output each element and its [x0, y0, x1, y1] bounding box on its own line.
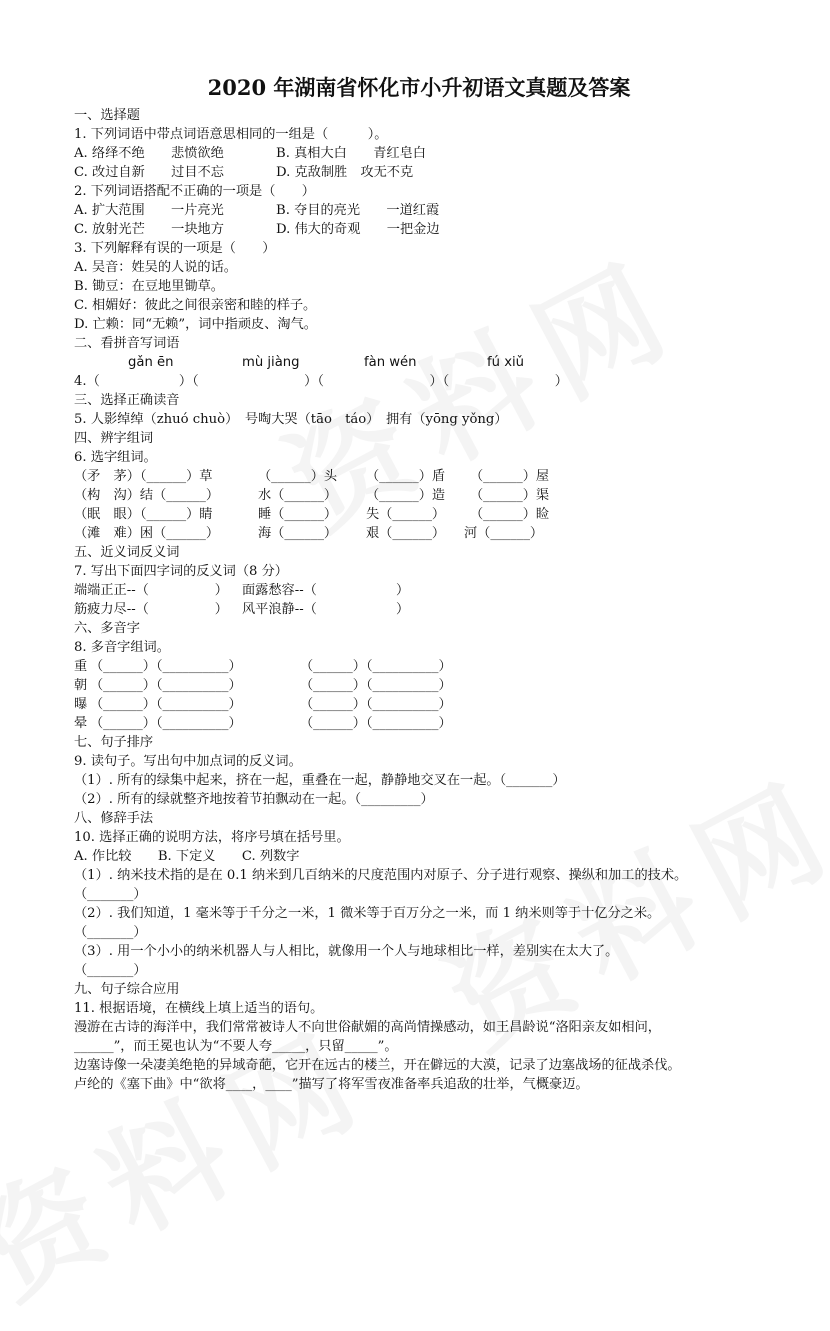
pinyin-item: fú xiǔ: [487, 355, 525, 370]
pinyin-item: fàn wén: [364, 355, 417, 370]
polyphone-char: 重: [74, 659, 88, 674]
antonym-item: 端端正正--（ ）: [74, 583, 228, 598]
sentence-2: （2）. 所有的绿就整齐地按着节拍飘动在一起。（_________）: [74, 792, 434, 807]
option-a: A. 扩大范围 一片亮光: [74, 203, 224, 218]
cell: （______）盾: [366, 469, 446, 484]
cell: （______）造: [366, 488, 446, 503]
option-d: D. 伟大的奇观 一把金边: [276, 222, 440, 237]
blank: （______）（__________）: [300, 678, 452, 693]
antonym-item: 筋疲力尽--（ ）: [74, 602, 228, 617]
antonym-row: [74, 581, 764, 600]
section-heading: 三、选择正确读音: [74, 393, 180, 408]
polyphone-char: 曝: [74, 697, 88, 712]
paragraph: 卢纶的《塞下曲》中“欲将____，____”描写了将军雪夜准备率兵追敌的壮举，气概豪迈。: [74, 1077, 589, 1092]
option-c: C. 相媚好：彼此之间很亲密和睦的样子。: [74, 298, 317, 313]
blank: （______）（__________）: [90, 678, 242, 693]
question-10: 10. 选择正确的说明方法，将序号填在括号里。: [74, 830, 350, 845]
section-heading: 二、看拼音写词语: [74, 336, 180, 351]
sentence-1: （1）. 所有的绿集中起来，挤在一起，重叠在一起，静静地交叉在一起。（_______）: [74, 773, 566, 788]
section-heading: 六、多音字: [74, 621, 140, 636]
cell: （______）渠: [470, 488, 550, 503]
option-b: B. 锄豆：在豆地里锄草。: [74, 279, 224, 294]
word-group-row: [74, 524, 764, 543]
cell: （矛 茅）（______）草: [74, 469, 213, 484]
item-2: （2）. 我们知道，1 毫米等于千分之一米，1 微米等于百万分之一米，而 1 纳米则等于十亿分之米。: [74, 906, 661, 921]
polyphone-row: [74, 714, 764, 733]
polyphone-row: [74, 676, 764, 695]
cell: 河（______）: [464, 526, 544, 541]
cell: 艰（______）: [366, 526, 446, 541]
paragraph: ______”，而王冕也认为“不要人夸_____，只留_____”。: [74, 1039, 398, 1054]
section-heading: 五、近义词反义词: [74, 545, 180, 560]
question-7: 7. 写出下面四字词的反义词（8 分）: [74, 564, 288, 579]
item-1: （1）. 纳米技术指的是在 0.1 纳米到几百纳米的尺度范围内对原子、分子进行观察、操纵和加工的技术。: [74, 868, 688, 883]
paragraph: 漫游在古诗的海洋中，我们常常被诗人不向世俗献媚的高尚情操感动，如王昌龄说“洛阳亲友如相问，: [74, 1020, 661, 1035]
cell: （______）头: [258, 469, 338, 484]
cell: 失（______）: [366, 507, 446, 522]
blank: （______）（__________）: [90, 659, 242, 674]
cell: 睡（______）: [258, 507, 338, 522]
cell: （滩 难）困（______）: [74, 526, 220, 541]
option-c: C. 改过自新 过目不忘: [74, 165, 224, 180]
blank: （______）（__________）: [90, 716, 242, 731]
options-row: [74, 201, 764, 220]
document-page: [74, 74, 764, 1094]
section-heading: 四、辨字组词: [74, 431, 154, 446]
item-3: （3）. 用一个小小的纳米机器人与人相比，就像用一个人与地球相比一样，差别实在太大了。: [74, 944, 619, 959]
word-group-row: [74, 467, 764, 486]
cell: （构 沟）结（______）: [74, 488, 220, 503]
section-heading: 八、修辞手法: [74, 811, 154, 826]
option-d: D. 克敌制胜 攻无不克: [276, 165, 414, 180]
question-4: 4.（ ）（ ）（ ）（ ）: [74, 374, 568, 389]
polyphone-char: 晕: [74, 716, 88, 731]
question-3: 3. 下列解释有误的一项是（ ）: [74, 241, 276, 256]
answer-blank: （_______）: [74, 887, 147, 902]
polyphone-row: [74, 657, 764, 676]
word-group-row: [74, 486, 764, 505]
antonym-item: 面露愁容--（ ）: [242, 583, 410, 598]
option-b: B. 真相大白 青红皂白: [276, 146, 426, 161]
polyphone-char: 朝: [74, 678, 88, 693]
answer-blank: （_______）: [74, 963, 147, 978]
answer-blank: （_______）: [74, 925, 147, 940]
cell: （______）屋: [470, 469, 550, 484]
question-8: 8. 多音字组词。: [74, 640, 170, 655]
pinyin-row: [74, 353, 764, 372]
antonym-item: 风平浪静--（ ）: [242, 602, 410, 617]
option-a: A. 吴音：姓吴的人说的话。: [74, 260, 237, 275]
cell: 海（______）: [258, 526, 338, 541]
pinyin-item: gǎn ēn: [128, 355, 174, 370]
question-1: 1. 下列词语中带点词语意思相同的一组是（ ）。: [74, 127, 388, 142]
cell: （眠 眼）（______）睛: [74, 507, 213, 522]
pinyin-item: mù jiàng: [242, 355, 300, 370]
section-heading: 七、句子排序: [74, 735, 154, 750]
page-title: 2020 年湖南省怀化市小升初语文真题及答案: [207, 75, 631, 100]
section-heading: 一、选择题: [74, 108, 140, 123]
question-6: 6. 选字组词。: [74, 450, 157, 465]
option-a: A. 络绎不绝 悲愤欲绝: [74, 146, 224, 161]
option-c: C. 放射光芒 一块地方: [74, 222, 224, 237]
cell: （______）睑: [470, 507, 550, 522]
method-options: A. 作比较 B. 下定义 C. 列数字: [74, 849, 300, 864]
question-11: 11. 根据语境，在横线上填上适当的语句。: [74, 1001, 324, 1016]
polyphone-row: [74, 695, 764, 714]
blank: （______）（__________）: [300, 659, 452, 674]
option-b: B. 夺目的亮光 一道红霞: [276, 203, 440, 218]
cell: 水（______）: [258, 488, 338, 503]
options-row: [74, 220, 764, 239]
antonym-row: [74, 600, 764, 619]
blank: （______）（__________）: [300, 697, 452, 712]
options-row: [74, 144, 764, 163]
paragraph: 边塞诗像一朵凄美绝艳的异域奇葩，它开在远古的楼兰，开在僻远的大漠，记录了边塞战场的征战杀伐。: [74, 1058, 681, 1073]
word-group-row: [74, 505, 764, 524]
option-d: D. 亡赖：同“无赖”，词中指顽皮、淘气。: [74, 317, 317, 332]
options-row: [74, 163, 764, 182]
blank: （______）（__________）: [90, 697, 242, 712]
question-2: 2. 下列词语搭配不正确的一项是（ ）: [74, 184, 315, 199]
question-9: 9. 读句子。写出句中加点词的反义词。: [74, 754, 302, 769]
question-5: 5. 人影绰绰（zhuó chuò） 号啕大哭（tāo táo） 拥有（yōng yǒng）: [74, 412, 508, 427]
section-heading: 九、句子综合应用: [74, 982, 180, 997]
blank: （______）（__________）: [300, 716, 452, 731]
